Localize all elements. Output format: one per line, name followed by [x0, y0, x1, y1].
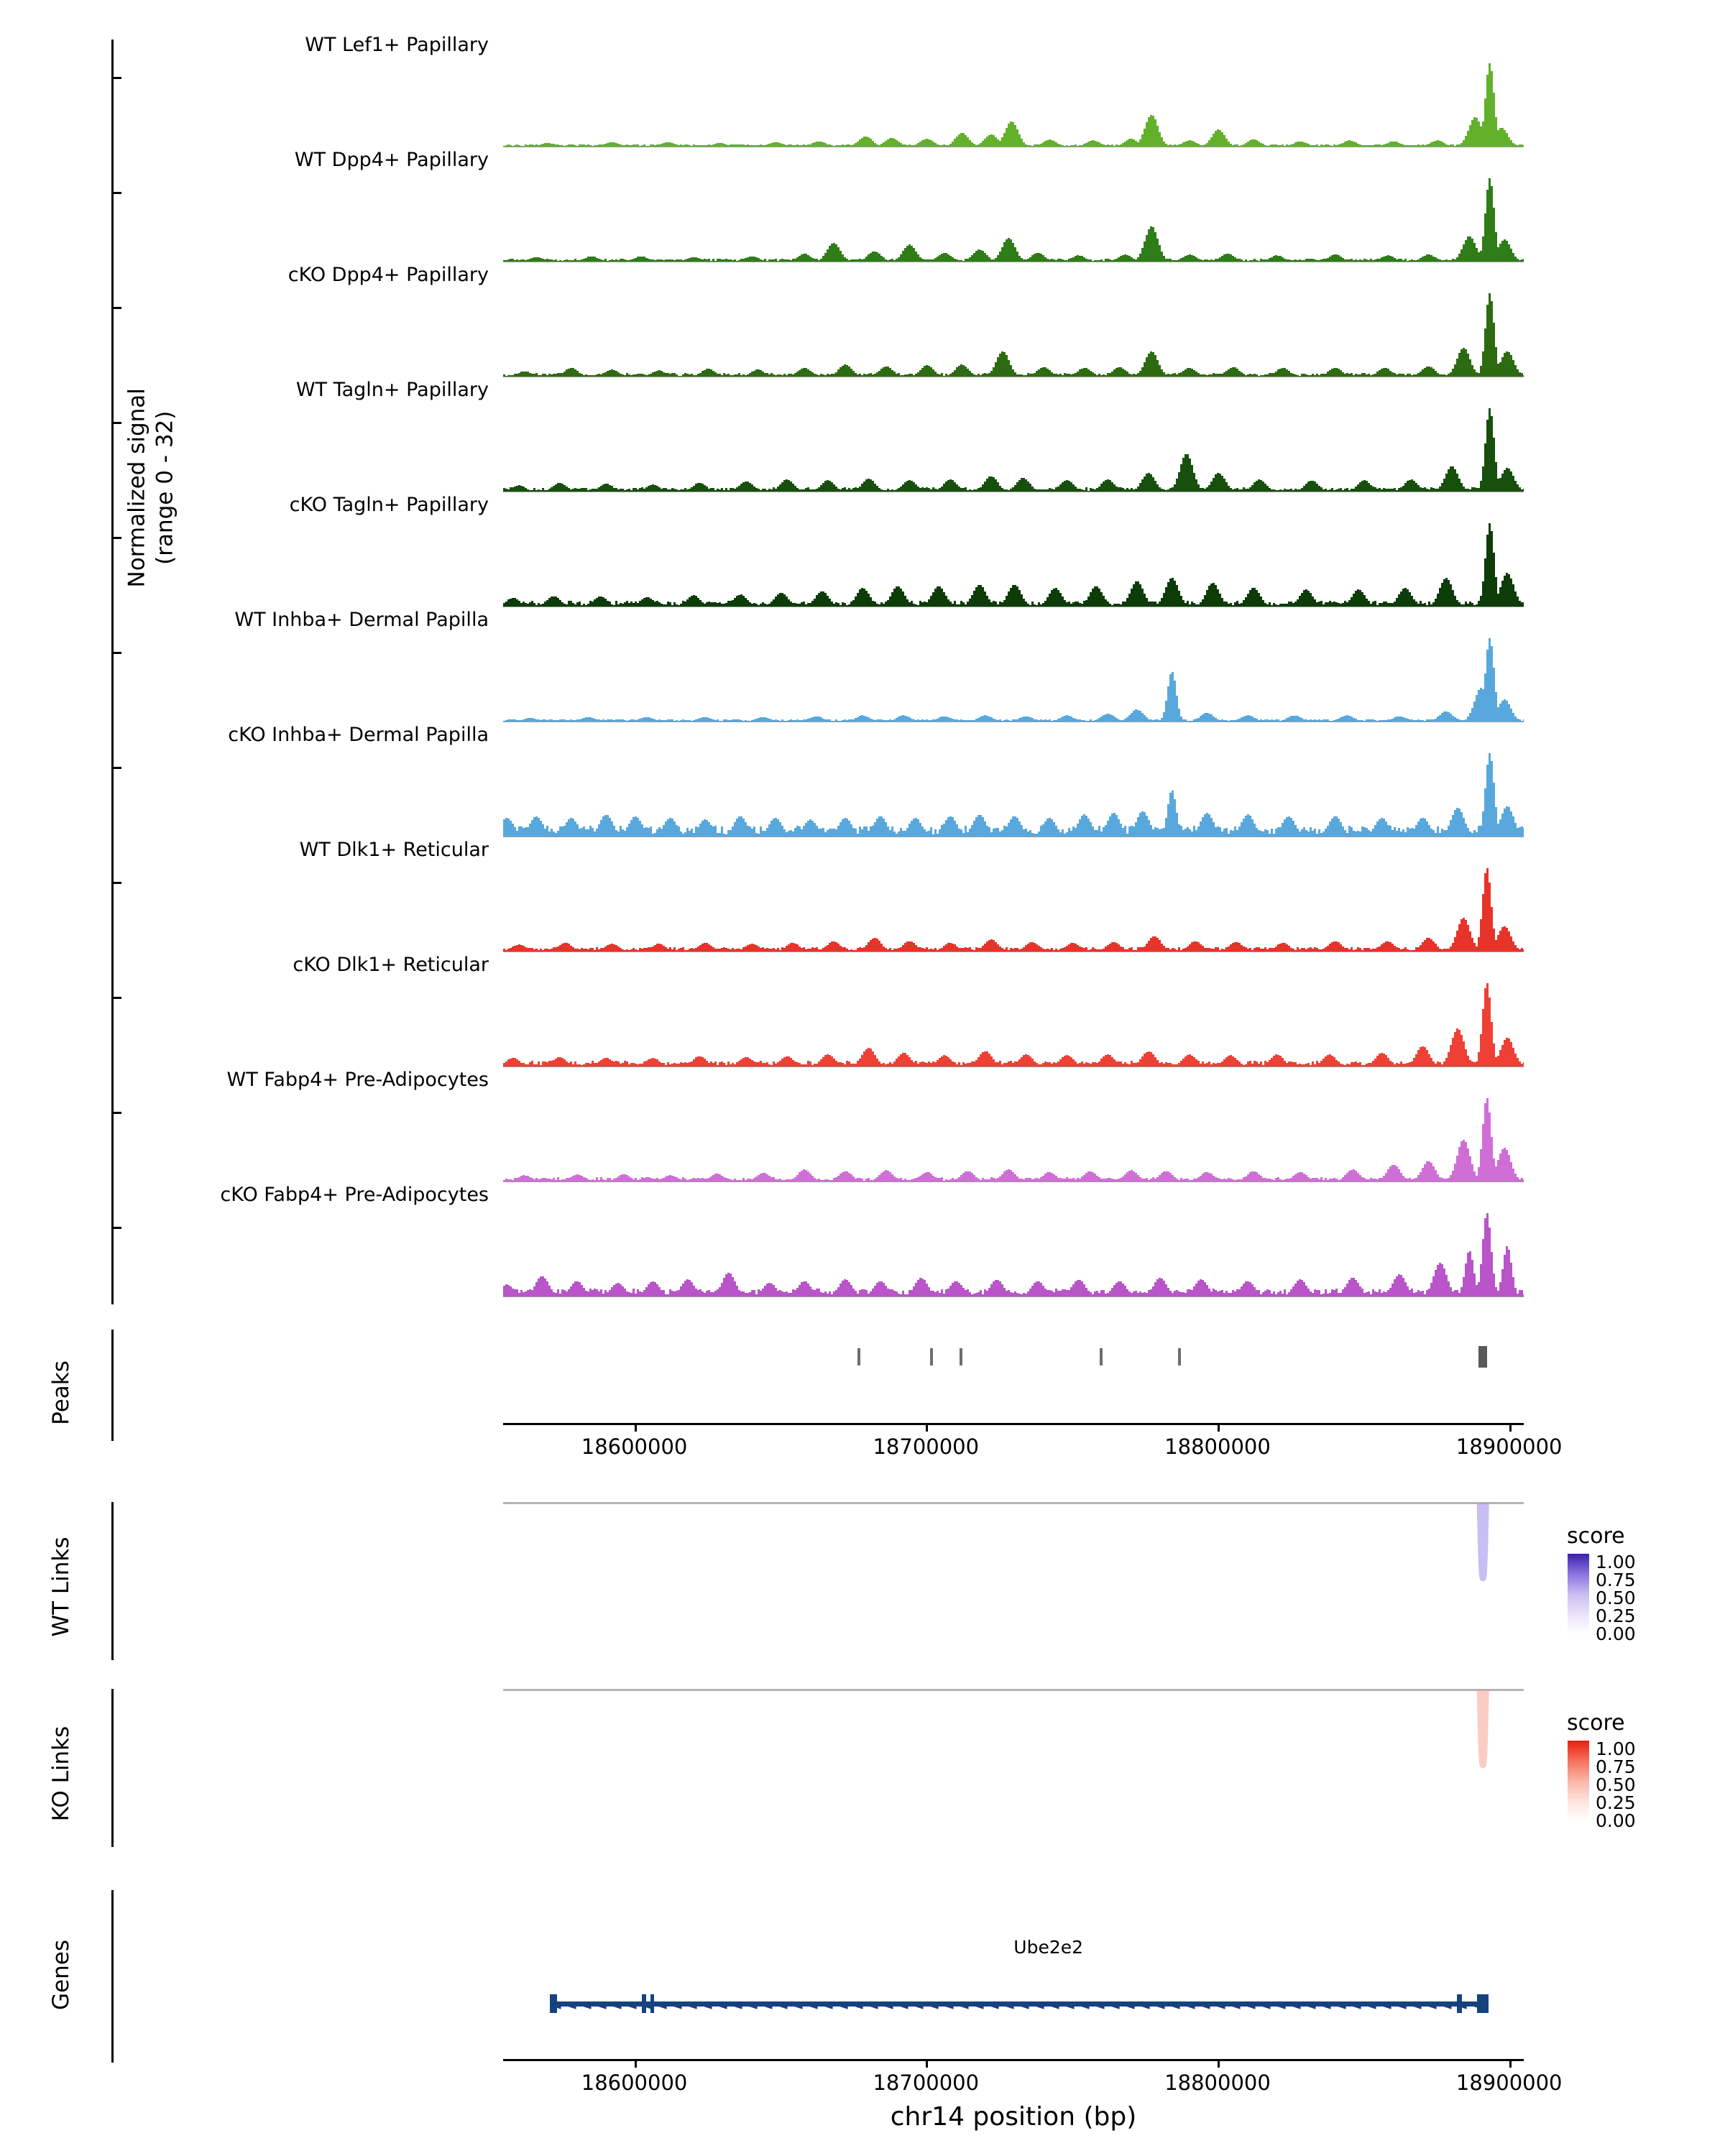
signal-bar: [1523, 375, 1524, 377]
signal-track: [293, 954, 1524, 1067]
signal-track-baseline: [503, 1181, 1524, 1183]
signal-track-plot: [503, 292, 1524, 377]
signal-bar: [1523, 1062, 1524, 1066]
signal-track: [234, 609, 1524, 722]
signal-track-label: cKO Tagln+ Papillary: [289, 494, 489, 516]
signal-bar: [1523, 145, 1524, 147]
signal-track: [295, 379, 1524, 492]
signal-track: [305, 34, 1524, 147]
signal-track-plot: [503, 63, 1524, 147]
signal-track-baseline: [503, 607, 1524, 608]
signal-track-baseline: [503, 262, 1524, 263]
signal-track-plot: [503, 178, 1524, 262]
signal-track-label: WT Fabp4+ Pre-Adipocytes: [226, 1069, 489, 1091]
signal-bar: [1523, 828, 1524, 837]
signal-bar: [1523, 949, 1524, 951]
signal-track-label: WT Tagln+ Papillary: [295, 379, 489, 401]
signal-track: [220, 1184, 1524, 1297]
signal-track-plot: [503, 1097, 1524, 1182]
signal-track-label: cKO Dpp4+ Papillary: [288, 264, 489, 286]
signal-track-plot: [503, 752, 1524, 837]
signal-bar: [1523, 1179, 1524, 1181]
signal-track-label: cKO Dlk1+ Reticular: [293, 954, 489, 976]
signal-track-label: WT Inhba+ Dermal Papilla: [234, 609, 489, 631]
signal-track: [288, 264, 1524, 377]
y-axis-label-line2: (range 0 - 32): [152, 410, 178, 565]
signal-track-label: WT Dpp4+ Papillary: [294, 149, 489, 171]
signal-track-baseline: [503, 722, 1524, 723]
signal-track: [299, 839, 1524, 952]
signal-track-plot: [503, 867, 1524, 952]
signal-track: [226, 1069, 1524, 1182]
signal-bar: [1523, 602, 1524, 607]
signal-bar: [1523, 259, 1524, 261]
signal-track-baseline: [503, 147, 1524, 148]
y-axis-label-line1: Normalized signal: [124, 388, 150, 588]
signal-track-plot: [503, 982, 1524, 1067]
signal-track-plot: [503, 637, 1524, 722]
signal-track-baseline: [503, 952, 1524, 953]
signal-bar: [1523, 719, 1524, 721]
signal-track-plot: [503, 522, 1524, 607]
signal-track-label: cKO Inhba+ Dermal Papilla: [228, 724, 489, 746]
signal-track-label: cKO Fabp4+ Pre-Adipocytes: [220, 1184, 489, 1206]
signal-track-baseline: [503, 1296, 1524, 1298]
signal-bar: [1523, 489, 1524, 492]
signal-track-baseline: [503, 1067, 1524, 1068]
signal-track-baseline: [503, 837, 1524, 838]
signal-track: [289, 494, 1524, 607]
signal-track-plot: [503, 407, 1524, 492]
signal-track-label: WT Dlk1+ Reticular: [299, 839, 489, 861]
signal-track: [294, 149, 1524, 262]
signal-track-plot: [503, 1212, 1524, 1297]
signal-track: [228, 724, 1524, 837]
signal-track-baseline: [503, 492, 1524, 493]
signal-track-label: WT Lef1+ Papillary: [305, 34, 489, 56]
signal-track-baseline: [503, 377, 1524, 378]
coverage-axis-spine: [111, 40, 114, 1304]
